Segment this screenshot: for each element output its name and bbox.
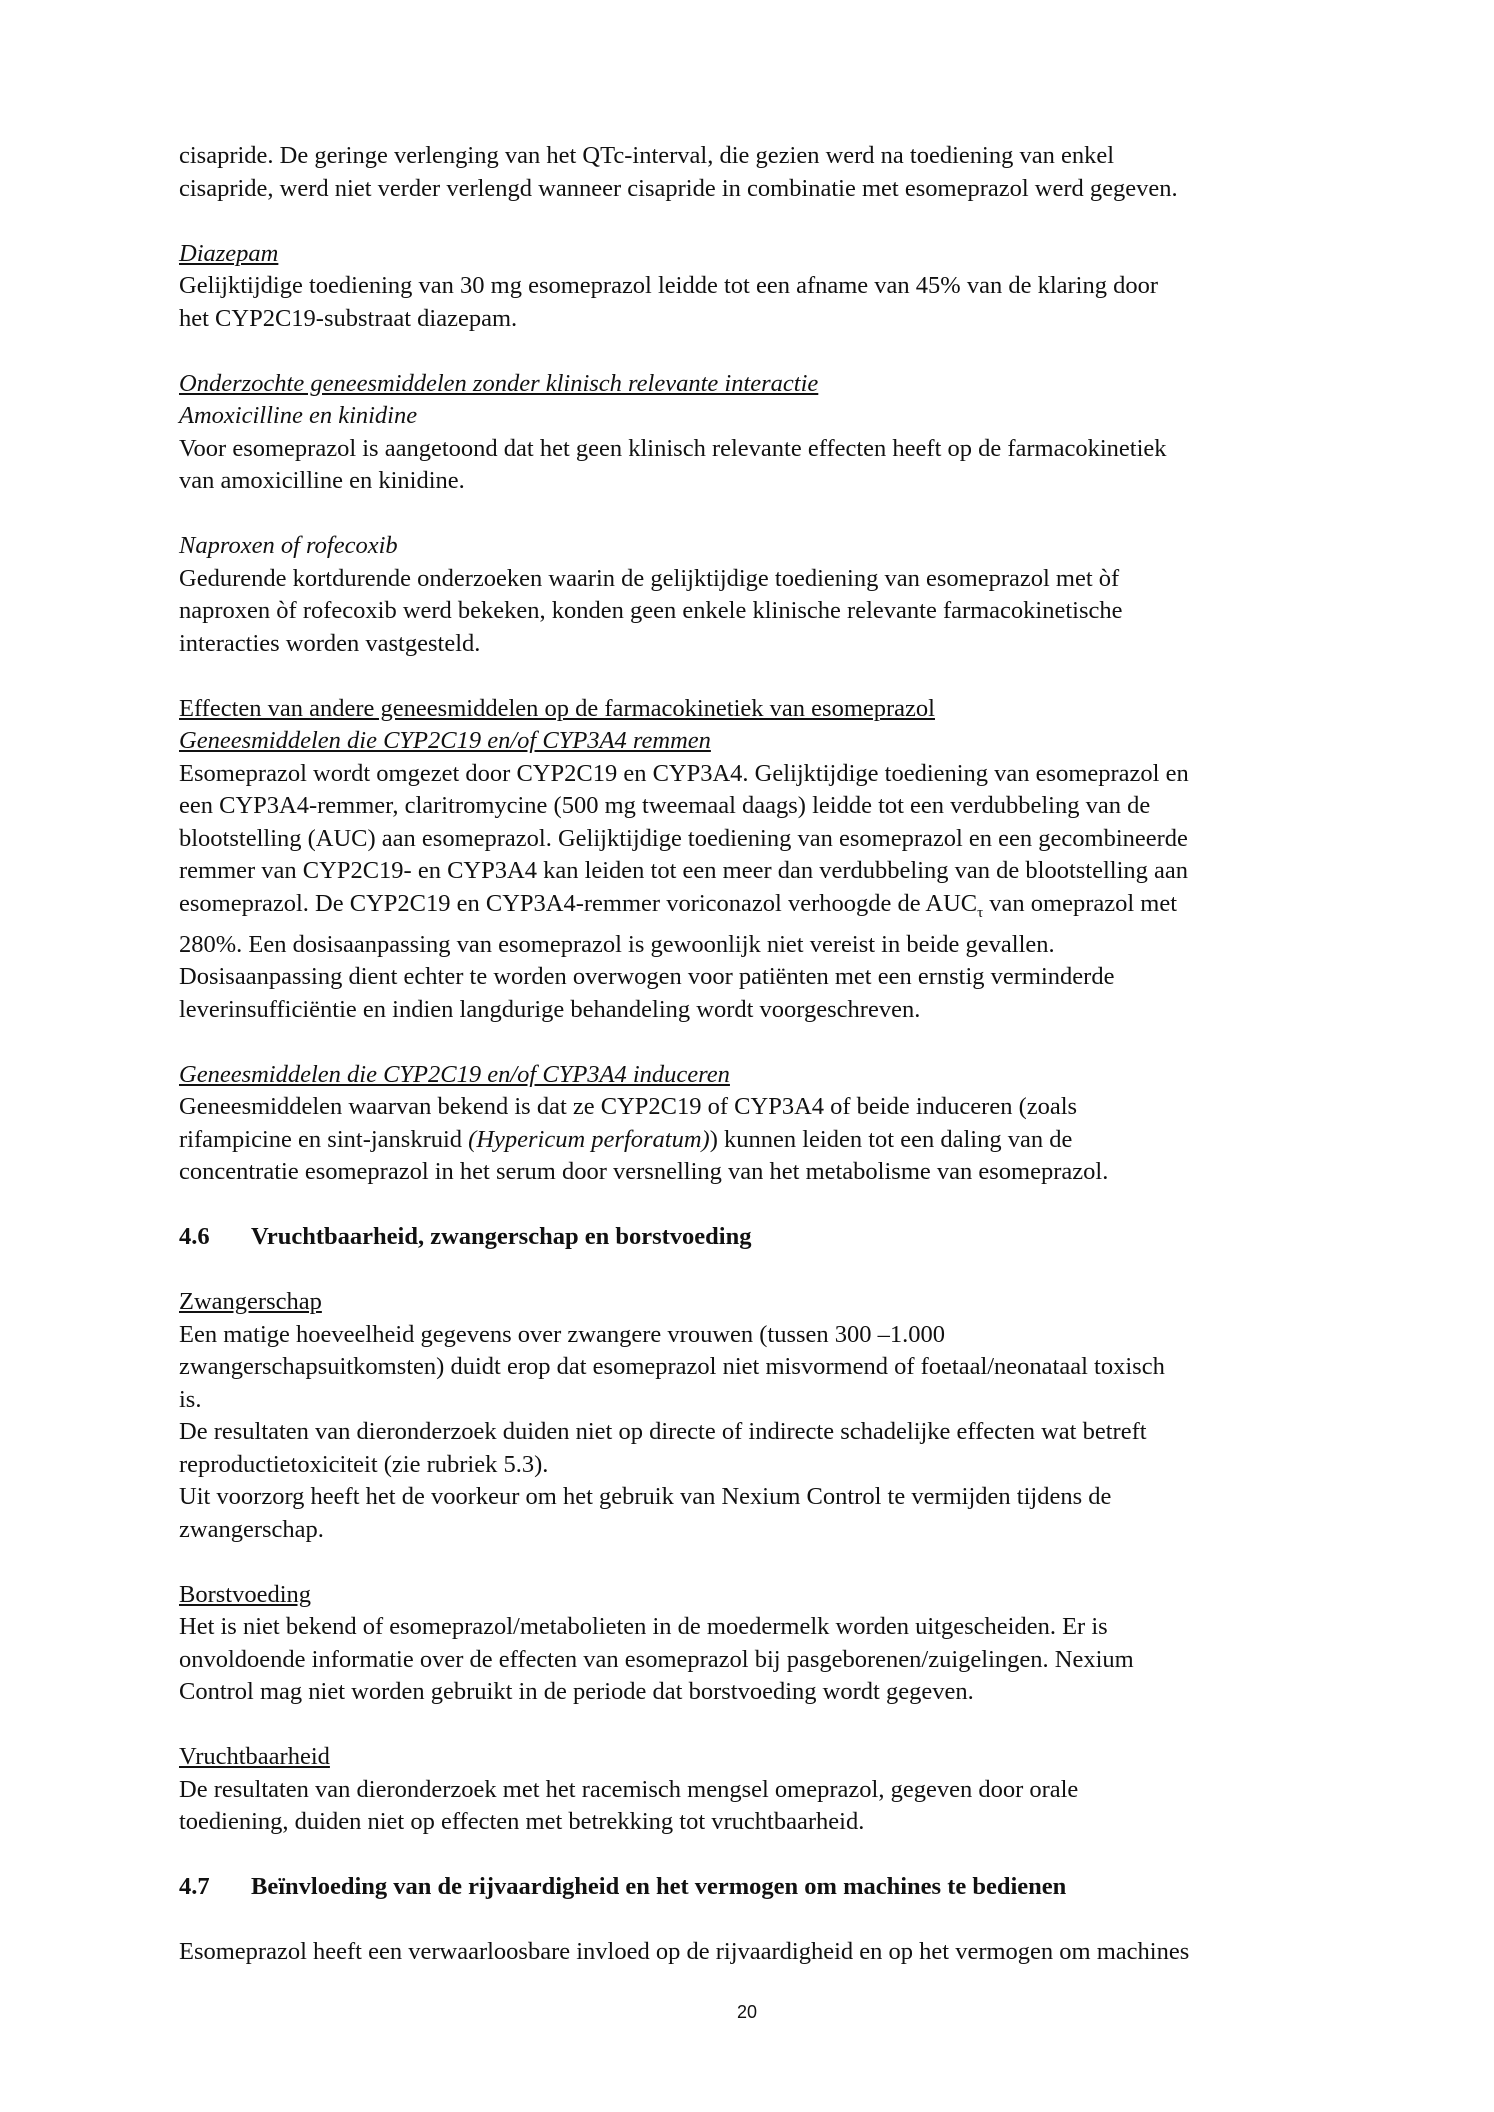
text-line: Uit voorzorg heeft het de voorkeur om het gebruik van Nexium Control te vermijden tijdens de [179,1483,1112,1511]
pregnancy-section [179,1286,1339,1546]
text-line: cisapride. De geringe verlenging van het QTc-interval, die gezien werd na toediening van enkel [179,142,1115,169]
text-line: zwangerschapsuitkomsten) duidt erop dat esomeprazol niet misvormend of foetaal/neonataal toxisch [179,1353,1165,1381]
pregnancy-heading: Zwangerschap [179,1288,322,1316]
text-line: Het is niet bekend of esomeprazol/metabolieten in de moedermelk worden uitgescheiden. Er is [179,1613,1108,1641]
text-line: Voor esomeprazol is aangetoond dat het geen klinisch relevante effecten heeft op de farmacokinetiek [179,434,1167,462]
text-run: rifampicine en sint-janskruid [179,1125,469,1153]
text-line: reproductietoxiciteit (zie rubriek 5.3). [179,1450,549,1478]
text-line: Esomeprazol heeft een verwaarloosbare invloed op de rijvaardigheid en op het vermogen om machines [179,1938,1190,1966]
text-line: Gelijktijdige toediening van 30 mg esomeprazol leidde tot een afname van 45% van de klaring door [179,272,1159,299]
cisapride-paragraph [179,140,1339,205]
text-line: Gedurende kortdurende onderzoeken waarin de gelijktijdige toediening van esomeprazol met òf [179,564,1120,592]
text-line [179,1124,1339,1157]
text-line: een CYP3A4-remmer, claritromycine (500 mg tweemaal daags) leidde tot een verdubbeling van de [179,792,1151,819]
text-line: zwangerschap. [179,1515,324,1543]
text-run: van omeprazol met [983,889,1178,917]
inducers-section [179,1059,1339,1189]
section-title: Vruchtbaarheid, zwangerschap en borstvoeding [251,1223,752,1251]
breastfeeding-heading: Borstvoeding [179,1580,312,1608]
text-line: Control mag niet worden gebruikt in de periode dat borstvoeding wordt gegeven. [179,1678,974,1706]
text-line: naproxen òf rofecoxib werd bekeken, konden geen enkele klinische relevante farmacokinetische [179,597,1123,624]
text-run: esomeprazol. De CYP2C19 en CYP3A4-remmer voriconazol verhoogde de AUC [179,889,978,917]
naproxen-heading: Naproxen of rofecoxib [179,532,398,559]
text-line: Dosisaanpassing dient echter te worden overwogen voor patiënten met een ernstig verminderde [179,963,1115,991]
breastfeeding-section [179,1579,1339,1709]
no-interaction-section [179,368,1339,498]
document-page [179,140,1339,1969]
section-number: 4.7 [179,1873,210,1901]
naproxen-section [179,530,1339,660]
section-title: Beïnvloeding van de rijvaardigheid en het vermogen om machines te bedienen [251,1873,1067,1901]
diazepam-heading: Diazepam [179,239,279,267]
text-line: is. [179,1385,202,1413]
text-line: De resultaten van dieronderzoek duiden niet op directe of indirecte schadelijke effecten wat betreft [179,1418,1147,1446]
amoxicillin-subheading: Amoxicilline en kinidine [179,402,418,429]
text-line: De resultaten van dieronderzoek met het racemisch mengsel omeprazol, gegeven door orale [179,1775,1079,1803]
no-interaction-heading: Onderzochte geneesmiddelen zonder klinisch relevante interactie [179,369,819,397]
section-number: 4.6 [179,1223,210,1251]
text-line: interacties worden vastgesteld. [179,629,481,657]
hypericum-italic: (Hypericum perforatum) [468,1125,710,1153]
fertility-section [179,1741,1339,1839]
effects-other-heading: Effecten van andere geneesmiddelen op de farmacokinetiek van esomeprazol [179,694,935,722]
text-line [179,888,1339,929]
section-4-7-heading [179,1871,1339,1904]
text-line: concentratie esomeprazol in het serum door versnelling van het metabolisme van esomeprazol. [179,1158,1109,1186]
text-line: remmer van CYP2C19- en CYP3A4 kan leiden tot een meer dan verdubbeling van de blootstelling aan [179,857,1189,884]
text-line: Geneesmiddelen waarvan bekend is dat ze CYP2C19 of CYP3A4 of beide induceren (zoals [179,1093,1078,1121]
text-line: onvoldoende informatie over de effecten van esomeprazol bij pasgeborenen/zuigelingen. Nexium [179,1645,1134,1673]
text-line: blootstelling (AUC) aan esomeprazol. Gelijktijdige toediening van esomeprazol en een gecombineerde [179,824,1188,852]
text-line: toediening, duiden niet op effecten met betrekking tot vruchtbaarheid. [179,1808,865,1836]
diazepam-section [179,238,1339,336]
text-line: het CYP2C19-substraat diazepam. [179,304,518,332]
inducers-heading: Geneesmiddelen die CYP2C19 en/of CYP3A4 induceren [179,1060,730,1088]
text-line: 280%. Een dosisaanpassing van esomeprazol is gewoonlijk niet vereist in beide gevallen. [179,930,1055,958]
text-line: Een matige hoeveelheid gegevens over zwangere vrouwen (tussen 300 –1.000 [179,1320,946,1348]
subscript-tau: τ [977,904,984,921]
inhibitors-subheading: Geneesmiddelen die CYP2C19 en/of CYP3A4 remmen [179,727,711,754]
text-run: ) kunnen leiden tot een daling van de [709,1125,1073,1153]
text-line: van amoxicilline en kinidine. [179,467,465,494]
section-4-6-heading [179,1221,1339,1254]
fertility-heading: Vruchtbaarheid [179,1743,330,1771]
text-line: leverinsufficiëntie en indien langdurige behandeling wordt voorgeschreven. [179,995,921,1023]
text-line: Esomeprazol wordt omgezet door CYP2C19 en CYP3A4. Gelijktijdige toediening van esomeprazol en [179,759,1189,787]
text-line: cisapride, werd niet verder verlengd wanneer cisapride in combinatie met esomeprazol werd gegeven. [179,174,1178,202]
page-number: 20 [736,2002,758,2022]
effects-other-drugs-section [179,693,1339,1027]
